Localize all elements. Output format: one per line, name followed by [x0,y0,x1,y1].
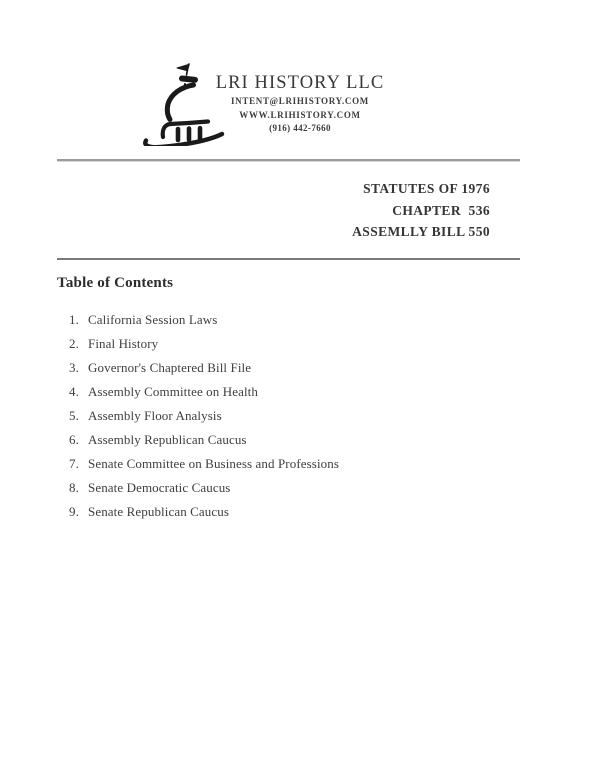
toc-item-number: 7. [69,456,79,471]
toc-item-label: Final History [88,336,159,351]
toc-item-number: 1. [69,312,79,327]
company-header [0,71,600,136]
chapter-line: CHAPTER 536 [392,202,490,218]
toc-item [57,356,537,380]
toc-item [57,308,537,332]
toc-item [57,500,537,524]
toc-item [57,380,537,404]
toc-item-label: Senate Committee on Business and Professions [88,456,340,471]
company-website: WWW.LRIHISTORY.COM [239,109,361,120]
toc-item [57,428,537,452]
toc-item [57,476,537,500]
bill-reference-block [352,178,490,243]
toc-item-number: 8. [69,480,79,495]
toc-list [57,308,537,524]
toc-item [57,332,537,356]
toc-item-label: Governor's Chaptered Bill File [88,360,252,375]
toc-heading: Table of Contents [57,275,174,291]
toc-item-label: California Session Laws [88,312,218,327]
toc-item-number: 4. [69,384,79,399]
table-of-contents [57,274,537,524]
divider-top [57,159,520,161]
toc-item-number: 2. [69,336,79,351]
toc-item-number: 6. [69,432,79,447]
toc-item-label: Senate Republican Caucus [88,504,230,519]
statutes-line: STATUTES OF 1976 [363,181,490,196]
company-phone: (916) 442-7660 [269,123,331,133]
bill-line: ASSEMLLY BILL 550 [352,224,490,240]
toc-item [57,452,537,476]
toc-item-label: Assembly Floor Analysis [88,408,222,423]
toc-item-label: Senate Democratic Caucus [88,480,231,495]
divider-bottom [57,258,520,260]
toc-item-number: 3. [69,360,79,375]
toc-item-number: 9. [69,504,79,519]
company-name: LRI HISTORY LLC [215,73,385,93]
toc-item-label: Assembly Republican Caucus [88,432,247,447]
toc-item [57,404,537,428]
toc-item-number: 5. [69,408,79,423]
company-email: INTENT@LRIHISTORY.COM [230,96,370,106]
toc-item-label: Assembly Committee on Health [88,384,258,399]
